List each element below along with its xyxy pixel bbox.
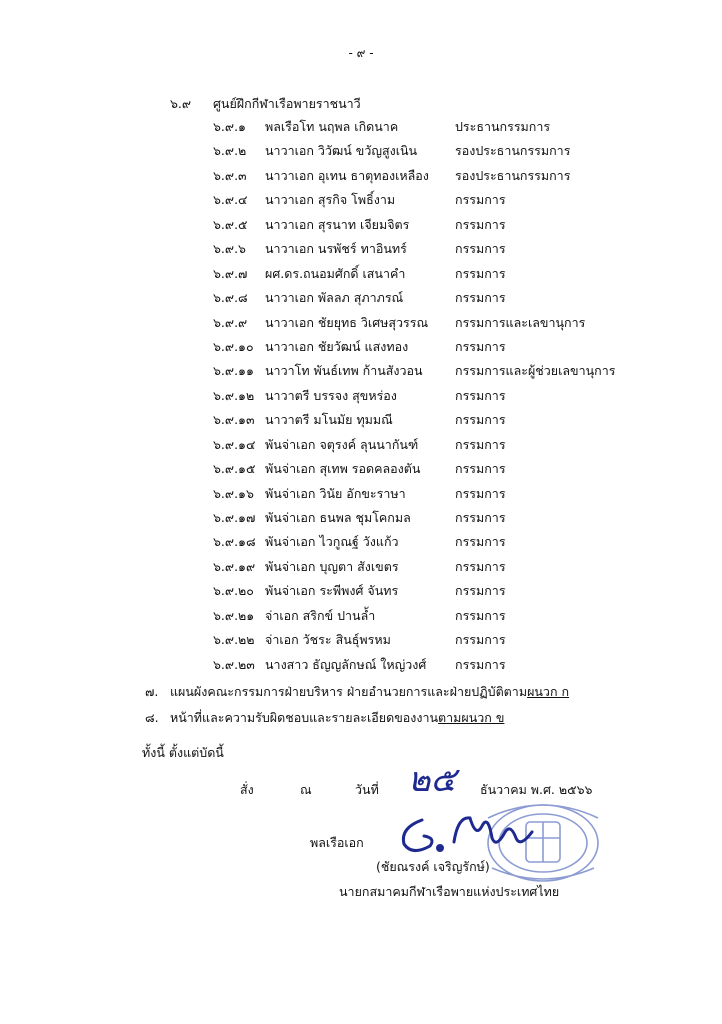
member-role: กรรมการและเลขานุการ [455,314,586,330]
member-role: กรรมการ [455,216,506,232]
member-number: ๖.๙.๑๕ [213,461,256,477]
member-role: กรรมการ [455,558,506,574]
member-number: ๖.๙.๑๑ [213,363,254,379]
member-role: กรรมการและผู้ช่วยเลขานุการ [455,363,616,379]
member-row [0,191,722,215]
member-number: ๖.๙.๑๙ [213,558,256,574]
member-name: นาวาเอก วิวัฒน์ ขวัญสูงเนิน [265,143,418,159]
member-row [0,362,722,386]
member-number: ๖.๙.๑๗ [213,510,256,525]
member-number: ๖.๙.๑๘ [213,534,256,550]
member-number: ๖.๙.๑๖ [213,485,254,501]
member-number: ๖.๙.๕ [213,216,248,232]
member-role: กรรมการ [455,656,506,672]
member-row [0,558,722,582]
member-role: รองประธานกรรมการ [455,167,571,183]
member-row [0,314,722,338]
member-number: ๖.๙.๒๒ [213,632,255,648]
member-number: ๖.๙.๑๒ [213,387,255,403]
member-number: ๖.๙.๙ [213,314,248,330]
member-number: ๖.๙.๒๑ [213,607,255,623]
member-number: ๖.๙.๒๐ [213,583,254,599]
member-role: กรรมการ [455,412,506,428]
member-role: กรรมการ [455,192,506,208]
signatory-title: นายกสมาคมกีฬาเรือพายแห่งประเทศไทย [339,884,560,899]
member-row [0,338,722,362]
member-role: รองประธานกรรมการ [455,143,571,159]
item-number: ๗. [145,684,159,699]
item-number: ๘. [145,710,159,725]
member-name: นาวาเอก นรพัชร์ ทาอินทร์ [265,241,407,257]
member-number: ๖.๙.๘ [213,290,248,306]
member-role: กรรมการ [455,632,506,648]
ordered-label: สั่ง [240,782,254,797]
member-role: กรรมการ [455,607,506,623]
member-role: กรรมการ [455,387,506,403]
item-text: หน้าที่และความรับผิดชอบและรายละเอียดของงาน [170,710,439,725]
member-role: กรรมการ [455,290,506,306]
member-row [0,485,722,509]
member-name: พันจ่าเอก ธนพล ชุมโคกมล [265,510,411,525]
annex-b-reference: ตามผนวก ข [438,710,505,725]
member-row [0,240,722,264]
member-row [0,436,722,460]
member-name: จ่าเอก วัชระ สินธุ์พรหม [265,632,391,648]
member-name: นาวาเอก ชัยยุทธ วิเศษสุวรรณ [265,314,429,330]
member-row [0,509,722,533]
date-label: วันที่ [355,782,379,797]
member-role: กรรมการ [455,241,506,257]
member-name: พันจ่าเอก ระพีพงศ์ จันทร [265,583,399,599]
handwritten-day: ๒๕ [408,760,457,800]
member-number: ๖.๙.๔ [213,192,248,208]
member-number: ๖.๙.๑๔ [213,436,256,452]
member-list [0,118,722,680]
member-row [0,607,722,631]
signature-scribble [392,808,542,858]
member-name: พันจ่าเอก วินัย อักขะราษา [265,485,406,501]
member-row [0,656,722,680]
member-name: พันจ่าเอก บุญตา สังเขตร [265,558,399,574]
member-role: กรรมการ [455,436,506,452]
member-role: กรรมการ [455,534,506,550]
member-name: นาวาเอก ชัยวัฒน์ แสงทอง [265,338,409,354]
member-row [0,387,722,411]
member-row [0,265,722,289]
member-name: พันจ่าเอก สุเทพ รอดคลองตัน [265,461,421,477]
member-name: พันจ่าเอก ไวกูณฐ์ วังแก้ว [265,534,399,550]
member-row [0,167,722,191]
member-role: กรรมการ [455,461,506,477]
member-role: กรรมการ [455,265,506,281]
member-name: พลเรือโท นฤพล เกิดนาค [265,119,399,134]
signatory-name: (ชัยณรงค์ เจริญรักษ์) [376,859,490,874]
member-row [0,460,722,484]
member-name: นาวาตรี มโนมัย ทุมมณี [265,412,393,428]
member-number: ๖.๙.๓ [213,167,247,183]
member-number: ๖.๙.๒๓ [213,656,255,672]
member-row [0,142,722,166]
member-row [0,582,722,606]
member-role: กรรมการ [455,583,506,599]
member-row [0,411,722,435]
member-name: พันจ่าเอก จตุรงค์ ลุนนากันฑ์ [265,436,419,452]
member-name: นาวาเอก พัลลภ สุภาภรณ์ [265,290,404,306]
member-name: นางสาว ธัญญลักษณ์ ใหญ่วงศ์ [265,656,427,672]
at-label: ณ [300,782,312,797]
signatory-rank: พลเรือเอก [310,835,364,850]
section-title: ศูนย์ฝึกกีฬาเรือพายราชนาวี [213,96,361,111]
member-number: ๖.๙.๑๓ [213,412,255,428]
member-name: ผศ.ดร.ถนอมศักดิ์ เสนาคำ [265,265,406,281]
member-row [0,118,722,142]
member-row [0,631,722,655]
member-number: ๖.๙.๑๐ [213,338,254,354]
member-number: ๖.๙.๑ [213,119,246,134]
member-role: กรรมการ [455,510,506,525]
member-number: ๖.๙.๒ [213,143,247,159]
member-name: จ่าเอก สริกข์ ปานล้ำ [265,607,376,623]
member-row [0,533,722,557]
member-name: นาวาโท พันธ์เทพ ก้านสังวอน [265,363,423,379]
member-number: ๖.๙.๖ [213,241,246,257]
member-name: นาวาตรี บรรจง สุขหร่อง [265,387,397,403]
member-row [0,216,722,240]
item-text: แผนผังคณะกรรมการฝ่ายบริหาร ฝ่ายอำนวยการและฝ่ายปฏิบัติตาม [170,684,528,699]
member-name: นาวาเอก สุรกิจ โพธิ์งาม [265,192,396,208]
annex-a-reference: ผนวก ก [527,684,570,699]
member-row [0,289,722,313]
member-role: กรรมการ [455,338,506,354]
member-name: นาวาเอก สุรนาท เจียมจิตร [265,216,410,232]
member-number: ๖.๙.๗ [213,265,248,281]
member-name: นาวาเอก อุเทน ธาตุทองเหลือง [265,167,429,183]
member-role: กรรมการ [455,485,506,501]
month-year: ธันวาคม พ.ศ. ๒๕๖๖ [480,782,593,797]
section-number: ๖.๙ [170,96,192,111]
page-number: - ๙ - [348,46,374,60]
member-role: ประธานกรรมการ [455,119,551,134]
effective-statement: ทั้งนี้ ตั้งแต่บัดนี้ [142,745,224,760]
